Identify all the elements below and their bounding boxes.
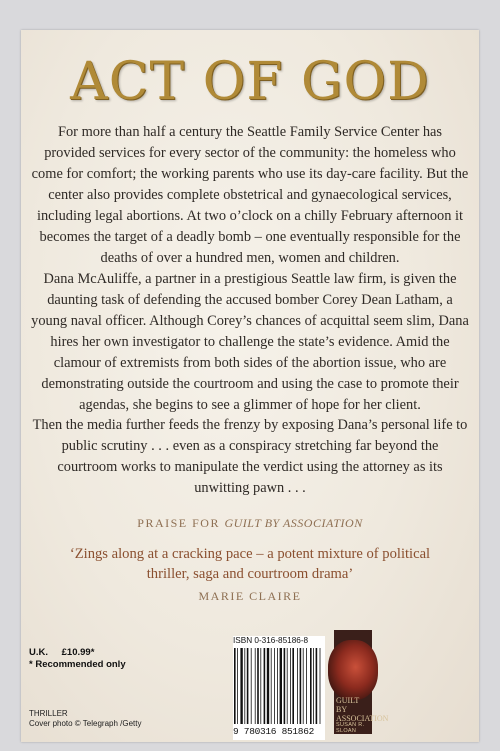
book-title: ACT OF GOD bbox=[70, 52, 430, 112]
price-amount: £10.99* bbox=[61, 647, 95, 658]
price-row bbox=[29, 647, 94, 658]
genre-label: THRILLER bbox=[29, 709, 68, 718]
praise-quote: ‘Zings along at a cracking pace – a potent mixture of political thriller, saga and courtroom drama’ bbox=[69, 546, 431, 582]
praise-source: MARIE CLAIRE bbox=[198, 589, 302, 603]
isbn-text: ISBN 0-316-85186-8 bbox=[233, 636, 309, 645]
blurb-paragraph-3: Then the media further feeds the frenzy by exposing Dana’s personal life to public scrutiny . . . even as a conspiracy stretching far beyond the courtroom works to manipulate the verdict using the attorney as its unwitting pawn . . . bbox=[32, 417, 468, 496]
barcode-panel bbox=[233, 636, 325, 740]
barcode-number: 9 780316 851862 bbox=[233, 726, 315, 737]
praise-heading bbox=[21, 516, 479, 531]
cover-photo-credit: Cover photo © Telegraph /Getty bbox=[29, 719, 142, 728]
price-region: U.K. bbox=[29, 647, 48, 658]
price-note: * Recommended only bbox=[29, 659, 126, 670]
praise-book-title: GUILT BY ASSOCIATION bbox=[224, 516, 363, 530]
thumbnail-author: SUSAN R. SLOAN bbox=[336, 722, 365, 734]
back-cover bbox=[21, 30, 479, 742]
praise-prefix: PRAISE FOR bbox=[137, 516, 220, 530]
blurb-paragraph-2: Dana McAuliffe, a partner in a prestigious Seattle law firm, is given the daunting task of defending the accused bomber Corey Dean Latham, a young naval officer. Although Corey’s chances of acquittal seem slim, Dana hires her own investigator to challenge the state’s evidence. Amid the clamour of extremists from both sides of the abortion issue, who are demonstrating outside the courtroom and using the case to promote their agendas, she begins to see a glimmer of hope for her client. bbox=[31, 271, 469, 413]
blurb-paragraph-1: For more than half a century the Seattle Family Service Center has provided services for every sector of the community: the homeless who come for comfort; the working parents who use its day-care facility. But the center also provides complete obstetrical and gynaecological services, including legal abortions. At two o’clock on a chilly February afternoon it becomes the target of a deadly bomb – one eventually responsible for the deaths of over a hundred men, women and children. bbox=[31, 124, 469, 266]
thumbnail-title: GUILT BY ASSOCIATION bbox=[336, 696, 389, 723]
previous-book-thumbnail bbox=[334, 630, 389, 734]
barcode-graphic bbox=[234, 648, 326, 724]
thumbnail-portrait bbox=[328, 640, 378, 700]
